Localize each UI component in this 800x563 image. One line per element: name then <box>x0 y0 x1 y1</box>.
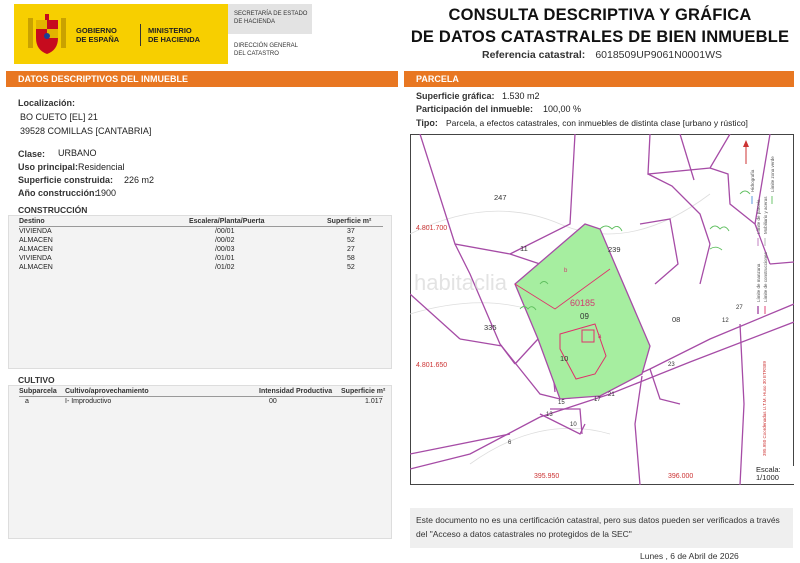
map-label: 21 <box>608 392 615 398</box>
table-row: VIVIENDA <box>19 255 52 262</box>
table-cell: /01/02 <box>215 264 235 271</box>
cultivo-table <box>8 385 392 539</box>
map-label: b <box>564 268 568 274</box>
table-cell: /00/01 <box>215 228 235 235</box>
direccion-label: DIRECCIÓN GENERAL DEL CATASTRO <box>234 43 299 57</box>
coord-y2: 4.801.650 <box>416 362 448 369</box>
ministry-label: MINISTERIO DE HACIENDA <box>148 26 201 44</box>
map-label: 12 <box>722 318 729 324</box>
clase-label: Clase: <box>18 149 46 159</box>
section-header-datos: DATOS DESCRIPTIVOS DEL INMUEBLE <box>6 71 398 87</box>
section-header-parcela: PARCELA <box>404 71 794 87</box>
sup-grafica-value: 1.530 m2 <box>502 91 540 101</box>
map-label: 17 <box>594 397 601 403</box>
legend-item: Mobiliario y aceras <box>763 196 768 234</box>
secretaria-box: SECRETARÍA DE ESTADO DE HACIENDA <box>228 4 312 34</box>
coord-x1: 395.950 <box>534 473 560 480</box>
legend-item: Hidrografía <box>750 169 755 192</box>
map-label: a <box>598 334 602 340</box>
construccion-table <box>8 215 392 369</box>
table-row: ALMACEN <box>19 264 53 271</box>
col-cultivo: Cultivo/aprovechamiento <box>65 388 149 395</box>
tipo-value: Parcela, a efectos catastrales, con inmuebles de distinta clase [urbano y rústico] <box>446 118 748 128</box>
legend-item: Límite zona verde <box>770 156 775 192</box>
legend-item: Límite de construcciones <box>763 252 768 302</box>
col-intensidad: Intensidad Productiva <box>259 388 333 395</box>
cadastral-reference: Referencia catastral: 6018509UP9061N0001WS <box>482 49 722 61</box>
table-cell: 58 <box>347 255 355 262</box>
map-label: 239 <box>608 245 621 254</box>
map-label: 335 <box>484 323 497 332</box>
col-superficie: Superficie m² <box>327 218 372 225</box>
table-row: ALMACEN <box>19 237 53 244</box>
col-superficie-cultivo: Superficie m² <box>341 388 386 395</box>
col-subparcela: Subparcela <box>19 388 57 395</box>
map-scale <box>756 466 794 484</box>
coord-y1: 4.801.700 <box>416 225 448 232</box>
watermark: habitaclia <box>414 270 507 295</box>
participacion-label: Participación del inmueble: <box>416 104 534 114</box>
legend-item: Límite de manzana <box>756 263 761 302</box>
table-cell: I- Improductivo <box>65 398 112 405</box>
table-row: VIVIENDA <box>19 228 52 235</box>
scale-label: Escala: <box>756 465 781 474</box>
disclaimer-notice: Este documento no es una certificación catastral, pero sus datos pueden ser verificados a través del "Acceso a datos catastrales no protegidos de la SEC" <box>410 508 793 548</box>
anio-value: 1900 <box>96 188 117 198</box>
col-escalera: Escalera/Planta/Puerta <box>189 218 265 225</box>
cadastral-map <box>410 134 794 485</box>
map-label: 13 <box>546 412 553 418</box>
cultivo-title: CULTIVO <box>18 375 55 385</box>
col-destino: Destino <box>19 218 45 225</box>
page-title: CONSULTA DESCRIPTIVA Y GRÁFICA DE DATOS CATASTRALES DE BIEN INMUEBLE <box>410 6 790 46</box>
superficie-label: Superficie construida: <box>18 175 114 185</box>
address-line1: BO CUETO [EL] 21 <box>20 112 98 122</box>
table-cell: 1.017 <box>365 398 383 405</box>
table-cell: 52 <box>347 237 355 244</box>
table-row: ALMACEN <box>19 246 53 253</box>
tipo-label: Tipo: <box>416 118 438 128</box>
map-label: 27 <box>736 305 743 311</box>
clase-value: URBANO <box>58 148 97 158</box>
localizacion-label: Localización: <box>18 98 76 108</box>
gov-label: GOBIERNO DE ESPAÑA <box>76 26 120 44</box>
map-label: 11 <box>520 244 528 253</box>
map-datum: 395.950 Coordenadas U.T.M. Huso 30 ETRS89 <box>762 360 767 456</box>
map-label: 247 <box>494 193 507 202</box>
table-row: a <box>25 398 29 405</box>
map-label: 08 <box>672 315 681 324</box>
map-label: 10 <box>560 354 569 363</box>
parcel-id: 60185 <box>570 298 596 308</box>
government-logo <box>14 4 228 64</box>
map-label: 6 <box>508 440 512 446</box>
scale-value: 1/1000 <box>756 473 779 482</box>
sup-grafica-label: Superficie gráfica: <box>416 91 495 101</box>
table-cell: /00/02 <box>215 237 235 244</box>
superficie-value: 226 m2 <box>124 175 155 185</box>
parcel-sub: 09 <box>580 312 589 321</box>
table-cell: 27 <box>347 246 355 253</box>
table-cell: 37 <box>347 228 355 235</box>
document-date: Lunes , 6 de Abril de 2026 <box>640 551 739 561</box>
construccion-title: CONSTRUCCIÓN <box>18 205 88 215</box>
table-cell: /00/03 <box>215 246 235 253</box>
table-cell: /01/01 <box>215 255 235 262</box>
coord-x2: 396.000 <box>668 473 694 480</box>
participacion-value: 100,00 % <box>543 104 582 114</box>
spain-coat-of-arms-icon <box>26 12 68 58</box>
table-cell: 00 <box>269 398 277 405</box>
uso-label: Uso principal: <box>18 162 79 172</box>
map-label: 15 <box>558 400 565 406</box>
map-label: 23 <box>668 362 675 368</box>
anio-label: Año construcción: <box>18 188 98 198</box>
address-line2: 39528 COMILLAS [CANTABRIA] <box>20 126 152 136</box>
table-cell: 52 <box>347 264 355 271</box>
uso-value: Residencial <box>78 162 125 172</box>
map-label: 10 <box>570 422 577 428</box>
legend-item: Límite de parcela <box>756 199 761 234</box>
